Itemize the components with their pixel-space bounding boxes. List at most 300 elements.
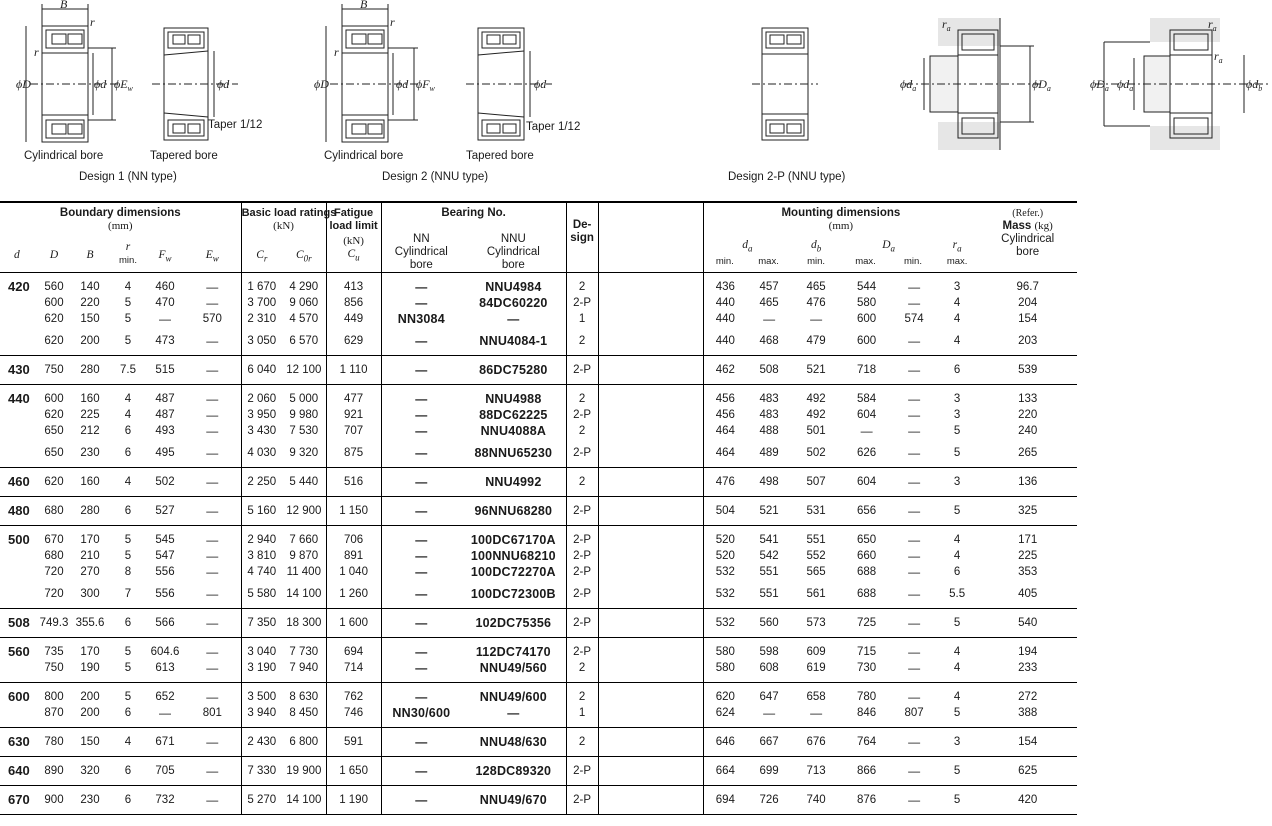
cell-C0r: 7 730 xyxy=(289,646,319,658)
cell-B: 320 xyxy=(70,757,110,786)
cell-r-min: 6 xyxy=(110,497,146,526)
cell-d xyxy=(0,705,38,728)
cell-Ew: — xyxy=(184,580,241,609)
cell-nnu-no: NNU49/670 xyxy=(461,786,566,815)
cell-d xyxy=(0,311,38,327)
cell-D: 749.3 xyxy=(38,609,70,638)
cell-Da-min: — xyxy=(892,660,936,683)
cell-da-min: 476 xyxy=(703,468,747,497)
cell-B: 200 xyxy=(80,691,100,703)
cell-Cr: 7 330 xyxy=(241,757,282,786)
cell-Da-min: — xyxy=(892,728,936,757)
d1-d2-label: ϕd xyxy=(217,77,230,91)
cell-C0r: 8 630 xyxy=(289,691,319,703)
cell-mass: 405 xyxy=(978,580,1077,609)
cell-Cu: 1 600 xyxy=(326,609,381,638)
cell-nnu-no: 102DC75356 xyxy=(461,609,566,638)
cell-Fw: — xyxy=(146,705,184,728)
col-nnu: NNU Cylindrical bore xyxy=(486,233,540,271)
cell-C0r: 12 900 xyxy=(282,497,326,526)
cell-Da-max: 604 xyxy=(857,409,877,421)
cell-D: 750 xyxy=(38,660,70,683)
cell-D: 870 xyxy=(38,705,70,728)
cell-da-max: 726 xyxy=(747,786,791,815)
table-row xyxy=(0,407,1077,423)
cell-da-min: 664 xyxy=(703,757,747,786)
cell-d: 600 xyxy=(8,689,30,704)
cell-ra-max: 3 xyxy=(936,728,978,757)
spacer-cell xyxy=(598,295,703,311)
d2-D-label: ϕD xyxy=(314,77,329,91)
cell-Da-max: 660 xyxy=(857,550,877,562)
cell-da-max: 483 xyxy=(759,393,779,405)
cell-nn-no: — xyxy=(381,327,461,356)
table-row xyxy=(0,638,1077,661)
cell-r-min: 6 xyxy=(110,705,146,728)
cell-db-min: 476 xyxy=(806,297,826,309)
cell-d: 630 xyxy=(0,728,38,757)
spacer-cell xyxy=(598,609,703,638)
cell-db-min: 479 xyxy=(791,327,841,356)
cell-Da-min: — xyxy=(892,757,936,786)
cell-ra-max: 4 xyxy=(953,691,961,703)
m2-Da-label: $\phi D_a$ xyxy=(1090,77,1109,93)
cell-r-min: 5 xyxy=(110,327,146,356)
cell-nnu-no: 128DC89320 xyxy=(461,757,566,786)
cell-nnu-no: NNU49/600 xyxy=(479,690,547,704)
cell-nn-no: — xyxy=(381,609,461,638)
cell-mass: 240 xyxy=(1018,425,1038,437)
bearing-drawings xyxy=(0,0,1272,196)
cell-r-min: 4 xyxy=(124,409,132,421)
spacer-cell xyxy=(598,468,703,497)
cell-Da-max: 600 xyxy=(841,327,892,356)
cell-Cu: 746 xyxy=(326,705,381,728)
cell-db-min: 531 xyxy=(791,497,841,526)
cell-da-max: 608 xyxy=(747,660,791,683)
cell-mass: 136 xyxy=(978,468,1077,497)
cell-Cu: 1 190 xyxy=(326,786,381,815)
spacer-cell xyxy=(598,497,703,526)
cell-d: 640 xyxy=(0,757,38,786)
m1-Da-label: $\phi D_a$ xyxy=(1032,77,1051,93)
d1-r1-label: r xyxy=(90,15,95,29)
cell-Cu: 694 xyxy=(326,638,381,661)
spacer-cell xyxy=(598,757,703,786)
cell-Fw: 556 xyxy=(146,580,184,609)
cell-Da-min: — xyxy=(908,690,921,704)
cell-db-min: 501 xyxy=(806,425,826,437)
cell-Fw: 556 xyxy=(155,566,175,578)
cell-Da-min: — xyxy=(892,468,936,497)
table-row xyxy=(0,564,1077,580)
cell-db-min: 502 xyxy=(791,439,841,468)
cell-design: 2 xyxy=(566,327,598,356)
col-da-min: $d_a$ min. max. xyxy=(703,233,791,272)
cell-Fw: 495 xyxy=(146,439,184,468)
table-row xyxy=(0,786,1077,815)
spacer-cell xyxy=(598,548,703,564)
cell-da-min: 440 xyxy=(703,295,747,311)
spacer-cell xyxy=(598,638,703,661)
cell-da-min: 532 xyxy=(703,580,747,609)
cell-Cr: 3 500 xyxy=(241,683,282,706)
cell-B: 170 xyxy=(80,534,100,546)
cell-B: 160 xyxy=(80,393,100,405)
cell-r-min: 5 xyxy=(124,550,132,562)
cell-mass: 540 xyxy=(978,609,1077,638)
cell-db-min: 573 xyxy=(791,609,841,638)
d2p-title: Design 2-P (NNU type) xyxy=(728,171,846,183)
cell-db-min: 465 xyxy=(806,281,826,293)
cell-Cr: 3 940 xyxy=(241,705,282,728)
cell-Cu: 891 xyxy=(326,548,381,564)
cell-Da-min: — xyxy=(908,296,921,310)
cell-Da-max: 584 xyxy=(857,393,877,405)
cell-d: 420 xyxy=(8,279,30,294)
cell-Da-min: — xyxy=(908,549,921,563)
cell-mass: 171 xyxy=(1018,534,1038,546)
cell-C0r: 14 100 xyxy=(282,786,326,815)
spacer-cell xyxy=(598,683,703,706)
d1-d-label: ϕd xyxy=(94,77,107,91)
cell-C0r: 5 440 xyxy=(282,468,326,497)
cell-design: 1 xyxy=(566,311,598,327)
d1-title: Design 1 (NN type) xyxy=(79,171,177,183)
cell-design: 2 xyxy=(566,385,598,408)
cell-Cr: 5 160 xyxy=(241,497,282,526)
cell-Ew: — xyxy=(184,757,241,786)
m2-da-label: $\phi d_a$ xyxy=(1117,77,1134,93)
cell-design: 2-P xyxy=(566,786,598,815)
cell-Da-min: — xyxy=(892,497,936,526)
d1-D-label: ϕD xyxy=(16,77,31,91)
cell-C0r: 9 870 xyxy=(289,550,319,562)
cell-r-min: 5 xyxy=(124,691,132,703)
cell-r-min: 5 xyxy=(124,646,132,658)
table-row xyxy=(0,439,1077,468)
cell-Fw: 652 xyxy=(155,691,175,703)
cell-Fw: 545 xyxy=(155,534,175,546)
cell-d: 560 xyxy=(8,644,30,659)
load-header: Basic load ratings xyxy=(241,207,337,219)
cell-Da-min: — xyxy=(908,392,921,406)
cell-Fw: 502 xyxy=(146,468,184,497)
cell-mass: 420 xyxy=(978,786,1077,815)
cell-C0r: 6 570 xyxy=(282,327,326,356)
cell-nn-no: — xyxy=(381,580,461,609)
cell-nnu-no: 100DC72270A xyxy=(470,565,556,579)
cell-Da-max: 866 xyxy=(841,757,892,786)
cell-B: 225 xyxy=(80,409,100,421)
bearing-table xyxy=(0,201,1077,815)
cell-design: 2-P xyxy=(566,356,598,385)
cell-Ew: — xyxy=(206,690,219,704)
cell-Cr: 3 810 xyxy=(241,548,282,564)
cell-da-max: 457 xyxy=(759,281,779,293)
cell-D: 620 xyxy=(38,327,70,356)
cell-Da-max: — xyxy=(860,424,873,438)
cell-nnu-no: 84DC60220 xyxy=(479,296,548,310)
cell-d: 460 xyxy=(0,468,38,497)
d1-cyl-caption: Cylindrical bore xyxy=(24,150,104,162)
cell-nnu-no: 88DC62225 xyxy=(479,408,548,422)
cell-B: 200 xyxy=(70,327,110,356)
cell-Fw: 613 xyxy=(146,660,184,683)
cell-da-min: 646 xyxy=(703,728,747,757)
cell-D: 670 xyxy=(44,534,64,546)
cell-nn-no: — xyxy=(381,385,461,408)
d1-Ew-label: $\phi E_w$ xyxy=(114,77,133,93)
cell-D: 620 xyxy=(38,468,70,497)
cell-Cu: 706 xyxy=(326,526,381,549)
cell-r-min: 4 xyxy=(110,728,146,757)
cell-D: 680 xyxy=(44,550,64,562)
cell-Fw: 566 xyxy=(146,609,184,638)
cell-Fw: 487 xyxy=(155,409,175,421)
cell-nn-no: — xyxy=(381,638,461,661)
cell-Fw: 487 xyxy=(155,393,175,405)
cell-Ew: — xyxy=(206,296,219,310)
cell-db-min: 740 xyxy=(791,786,841,815)
cell-Cu: 1 110 xyxy=(326,356,381,385)
fatigue-header-1: Fatigue xyxy=(334,207,374,219)
cell-Fw: 705 xyxy=(146,757,184,786)
cell-d: 500 xyxy=(8,532,30,547)
cell-nnu-no: 100DC67170A xyxy=(470,533,556,547)
cell-da-min: 464 xyxy=(703,439,747,468)
cell-Fw: 493 xyxy=(155,425,175,437)
cell-Cu: 1 040 xyxy=(326,564,381,580)
cell-C0r: 11 400 xyxy=(286,566,321,578)
col-nn: NN Cylindrical bore xyxy=(381,233,461,272)
cell-mass: 203 xyxy=(978,327,1077,356)
cell-Da-min: — xyxy=(892,786,936,815)
col-C0r: $C_{0r}$ xyxy=(295,249,312,264)
table-body xyxy=(0,273,1077,815)
spacer-cell xyxy=(598,407,703,423)
cell-Ew: — xyxy=(206,408,219,422)
cell-Da-min: — xyxy=(908,533,921,547)
cell-r-min: 6 xyxy=(110,786,146,815)
cell-D: 780 xyxy=(38,728,70,757)
cell-design: 2-P xyxy=(566,564,598,580)
cell-da-max: 699 xyxy=(747,757,791,786)
table-row xyxy=(0,728,1077,757)
cell-design: 2 xyxy=(566,273,598,296)
cell-D: 620 xyxy=(44,313,64,325)
cell-nnu-no: 100NNU68210 xyxy=(470,549,556,563)
cell-Da-min: — xyxy=(908,565,921,579)
cell-ra-max: 3 xyxy=(953,409,961,421)
cell-db-min: 507 xyxy=(791,468,841,497)
cell-C0r: 19 900 xyxy=(282,757,326,786)
col-ra: $r_a$ max. xyxy=(946,239,968,268)
cell-nn-no: — xyxy=(381,407,461,423)
cell-mass: 96.7 xyxy=(1016,281,1039,293)
cell-da-max: — xyxy=(747,705,791,728)
cell-Ew: — xyxy=(206,280,219,294)
cell-nnu-no: 112DC74170 xyxy=(475,645,551,659)
bearing-no-header: Bearing No. xyxy=(441,207,506,219)
cell-db-min: 565 xyxy=(806,566,826,578)
cell-Cr: 4 030 xyxy=(241,439,282,468)
cell-d xyxy=(0,407,38,423)
mounting-unit: (mm) xyxy=(828,220,854,232)
cell-Ew: — xyxy=(184,439,241,468)
cell-ra-max: 3 xyxy=(953,393,961,405)
mount1-drawing xyxy=(905,18,1040,150)
cell-C0r: 12 100 xyxy=(282,356,326,385)
col-r: r min. xyxy=(119,241,137,266)
d2-r2-label: r xyxy=(334,45,339,59)
cell-Ew: 570 xyxy=(202,313,222,325)
d1-r2-label: r xyxy=(34,45,39,59)
cell-Da-max: 656 xyxy=(841,497,892,526)
cell-Da-min: — xyxy=(908,408,921,422)
d1-tap-caption: Tapered bore xyxy=(150,150,218,162)
cell-Cr: 2 250 xyxy=(241,468,282,497)
cell-da-min: 620 xyxy=(703,683,747,706)
cell-Da-max: 580 xyxy=(857,297,877,309)
cell-mass: 625 xyxy=(978,757,1077,786)
cell-d: 670 xyxy=(0,786,38,815)
cell-da-min: 532 xyxy=(703,564,747,580)
cell-nnu-no: NNU4984 xyxy=(485,280,542,294)
cell-d xyxy=(0,423,38,439)
cell-nn-no: — xyxy=(381,526,461,549)
table-row xyxy=(0,526,1077,549)
cell-D: 890 xyxy=(38,757,70,786)
spacer-cell xyxy=(598,526,703,549)
d2-taper-label: Taper 1/12 xyxy=(526,121,581,133)
cell-nnu-no: NNU4992 xyxy=(461,468,566,497)
spacer-cell xyxy=(598,423,703,439)
cell-r-min: 4 xyxy=(124,281,132,293)
cell-design: 1 xyxy=(566,705,598,728)
mass-sub-1: Cylindrical xyxy=(1001,233,1055,245)
table-row xyxy=(0,683,1077,706)
cell-Cu: 1 150 xyxy=(326,497,381,526)
cell-nn-no: — xyxy=(381,423,461,439)
cell-Fw: 547 xyxy=(155,550,175,562)
cell-Fw: 473 xyxy=(146,327,184,356)
cell-D: 600 xyxy=(44,393,64,405)
cell-nn-no: — xyxy=(381,295,461,311)
table-row xyxy=(0,705,1077,728)
cell-design: 2-P xyxy=(566,497,598,526)
cell-nnu-no: 86DC75280 xyxy=(461,356,566,385)
cell-db-min: 609 xyxy=(806,646,826,658)
cell-B: 160 xyxy=(70,468,110,497)
cell-Cr: 1 670 xyxy=(241,273,282,296)
cell-Da-min: — xyxy=(908,645,921,659)
spacer-cell xyxy=(598,786,703,815)
design1-cyl-drawing xyxy=(26,4,118,142)
cell-da-max: 483 xyxy=(759,409,779,421)
cell-da-min: 580 xyxy=(703,660,747,683)
cell-da-max: 647 xyxy=(759,691,779,703)
spacer-cell xyxy=(598,356,703,385)
cell-Fw: 527 xyxy=(146,497,184,526)
d2-Fw-label: $\phi F_w$ xyxy=(416,77,435,93)
cell-ra-max: 5 xyxy=(936,439,978,468)
cell-da-max: 468 xyxy=(747,327,791,356)
spacer-cell xyxy=(598,439,703,468)
cell-db-min: 676 xyxy=(791,728,841,757)
fatigue-header-2: load limit xyxy=(329,220,378,232)
cell-Ew: — xyxy=(184,728,241,757)
cell-mass: 353 xyxy=(1018,566,1038,578)
cell-Ew: — xyxy=(206,392,219,406)
cell-design: 2-P xyxy=(566,295,598,311)
cell-da-max: 488 xyxy=(759,425,779,437)
cell-Cu: 477 xyxy=(326,385,381,408)
cell-nn-no: — xyxy=(381,356,461,385)
cell-da-max: 542 xyxy=(759,550,779,562)
d2-tap-caption: Tapered bore xyxy=(466,150,534,162)
design2p-drawing xyxy=(752,28,818,140)
cell-ra-max: 4 xyxy=(953,646,961,658)
cell-nn-no: — xyxy=(381,757,461,786)
cell-B: 230 xyxy=(70,786,110,815)
d1-taper-label: Taper 1/12 xyxy=(208,119,263,131)
cell-Ew: — xyxy=(184,786,241,815)
cell-db-min: 492 xyxy=(806,409,826,421)
cell-mass: 388 xyxy=(978,705,1077,728)
cell-r-min: 4 xyxy=(124,393,132,405)
table-row xyxy=(0,609,1077,638)
cell-Da-min: — xyxy=(908,280,921,294)
cell-Cr: 2 940 xyxy=(241,526,282,549)
cell-Da-max: 688 xyxy=(841,580,892,609)
cell-Cr: 3 950 xyxy=(241,407,282,423)
refer-label: (Refer.) xyxy=(1012,208,1044,219)
cell-nnu-no: — xyxy=(507,312,520,326)
cell-da-min: 440 xyxy=(703,311,747,327)
cell-nn-no: — xyxy=(381,564,461,580)
cell-nn-no: — xyxy=(381,468,461,497)
cell-Cr: 2 430 xyxy=(241,728,282,757)
cell-da-min: 456 xyxy=(703,385,747,408)
spacer-cell xyxy=(598,327,703,356)
m2-ra1-label: $r_a$ xyxy=(1208,17,1217,33)
cell-ra-max: 3 xyxy=(953,281,961,293)
cell-ra-max: 4 xyxy=(953,313,961,325)
cell-da-min: 520 xyxy=(703,526,747,549)
cell-ra-max: 5 xyxy=(936,609,978,638)
cell-B: 270 xyxy=(80,566,100,578)
cell-Ew: — xyxy=(206,533,219,547)
cell-C0r: 5 000 xyxy=(289,393,319,405)
cell-nn-no: — xyxy=(381,683,461,706)
cell-da-max: 541 xyxy=(759,534,779,546)
cell-Da-min: — xyxy=(892,356,936,385)
cell-d xyxy=(0,439,38,468)
cell-mass: 154 xyxy=(978,728,1077,757)
cell-Ew: — xyxy=(184,468,241,497)
cell-mass: 539 xyxy=(978,356,1077,385)
cell-ra-max: 6 xyxy=(936,356,978,385)
cell-C0r: 6 800 xyxy=(282,728,326,757)
cell-Cr: 3 430 xyxy=(241,423,282,439)
cell-Ew: — xyxy=(184,609,241,638)
d1-B-label: B xyxy=(60,0,68,11)
cell-mass: 220 xyxy=(1018,409,1038,421)
spacer-cell xyxy=(598,728,703,757)
table-row xyxy=(0,468,1077,497)
cell-Fw: 732 xyxy=(146,786,184,815)
